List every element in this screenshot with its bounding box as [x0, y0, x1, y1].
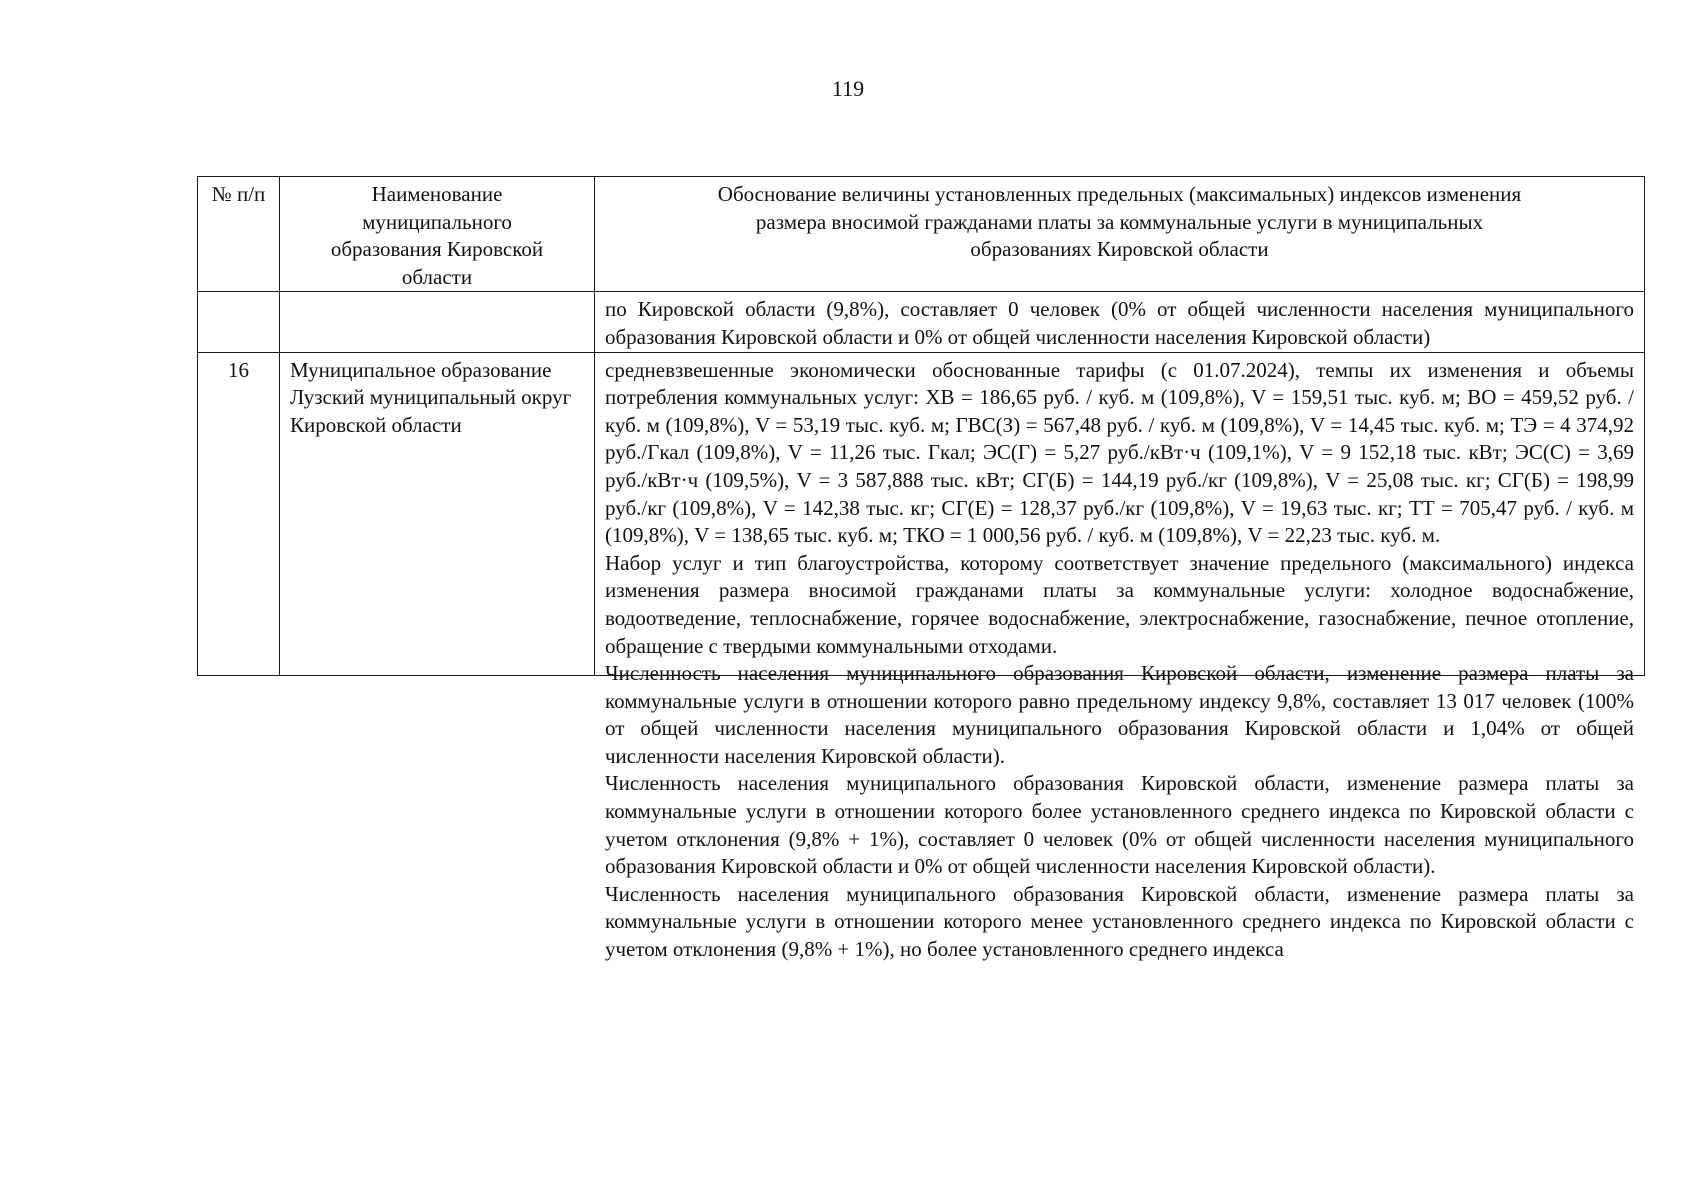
- cell-number: [198, 292, 280, 352]
- cell-justification: [595, 352, 1645, 962]
- header-number: № п/п: [198, 177, 280, 292]
- paragraph-population-above: Численность населения муниципального образования Кировской области, изменение размера платы за коммунальные услуги в отношении которого более установленного среднего индекса по Кировской области с учетом отклонения (9,8% + 1%), составляет 0 человек (0% от общей численности населения муниципального образования Кировской области и 0% от общей численности населения Кировской области).: [605, 771, 1634, 879]
- header-municipality-name: Наименование муниципального образования Кировской области: [280, 177, 595, 292]
- table-header-row: [198, 177, 1645, 292]
- cell-municipality-name: Муниципальное образование Лузский муниципальный округ Кировской области: [280, 352, 595, 675]
- cell-number: 16: [198, 352, 280, 675]
- paragraph-population-below: Численность населения муниципального образования Кировской области, изменение размера платы за коммунальные услуги в отношении которого менее установленного среднего индекса по Кировской области с учетом отклонения (9,8% + 1%), но более установленного среднего индекса: [605, 881, 1634, 962]
- cell-justification: по Кировской области (9,8%), составляет 0 человек (0% от общей численности населения муниципального образования Кировской области и 0% от общей численности населения Кировской области): [595, 292, 1645, 352]
- paragraph-tariffs: средневзвешенные экономически обоснованные тарифы (с 01.07.2024), темпы их изменения и объемы потребления коммунальных услуг: ХВ = 186,65 руб. / куб. м (109,8%), V = 159,51 тыс. куб. м; ВО = 459,52 руб. / куб. м (109,8%), V = 53,19 тыс. куб. м; ГВС(З) = 567,48 руб. / куб. м (109,8%), V = 14,45 тыс. куб. м; ТЭ = 4 374,92 руб./Гкал (109,8%), V = 11,26 тыс. Гкал; ЭС(Г) = 5,27 руб./кВт·ч (109,1%), V = 9 152,18 тыс. кВт; ЭС(С) = 3,69 руб./кВт·ч (109,5%), V = 3 587,888 тыс. кВт; СГ(Б) = 144,19 руб./кг (109,8%), V = 25,08 тыс. кг; СГ(Б) = 198,99 руб./кг (109,8%), V = 142,38 тыс. кг; СГ(Е) = 128,37 руб./кг (109,8%), V = 19,63 тыс. кг; ТТ = 705,47 руб. / куб. м (109,8%), V = 138,65 тыс. куб. м; ТКО = 1 000,56 руб. / куб. м (109,8%), V = 22,23 тыс. куб. м.: [605, 357, 1634, 548]
- table-row-16: [198, 352, 1645, 675]
- cell-municipality-name: [280, 292, 595, 352]
- header-justification: Обоснование величины установленных предельных (максимальных) индексов изменения размера вносимой гражданами платы за коммунальные услуги в муниципальных образованиях Кировской области: [595, 177, 1645, 292]
- tariff-index-table: [197, 176, 1645, 962]
- table-row-continuation: [198, 292, 1645, 352]
- page-number: 119: [831, 76, 865, 101]
- justification-text: [605, 357, 1634, 962]
- paragraph-population-equal: Численность населения муниципального образования Кировской области, изменение размера платы за коммунальные услуги в отношении которого равно предельному индексу 9,8%, составляет 13 017 человек (100% от общей численности населения муниципального образования Кировской области и 1,04% от общей численности населения Кировской области).: [605, 661, 1634, 768]
- paragraph-services-set: Набор услуг и тип благоустройства, которому соответствует значение предельного (максимального) индекса изменения размера вносимой гражданами платы за коммунальные услуги: холодное водоснабжение, водоотведение, теплоснабжение, горячее водоснабжение, электроснабжение, газоснабжение, печное отопление, обращение с твердыми коммунальными отходами.: [605, 550, 1634, 658]
